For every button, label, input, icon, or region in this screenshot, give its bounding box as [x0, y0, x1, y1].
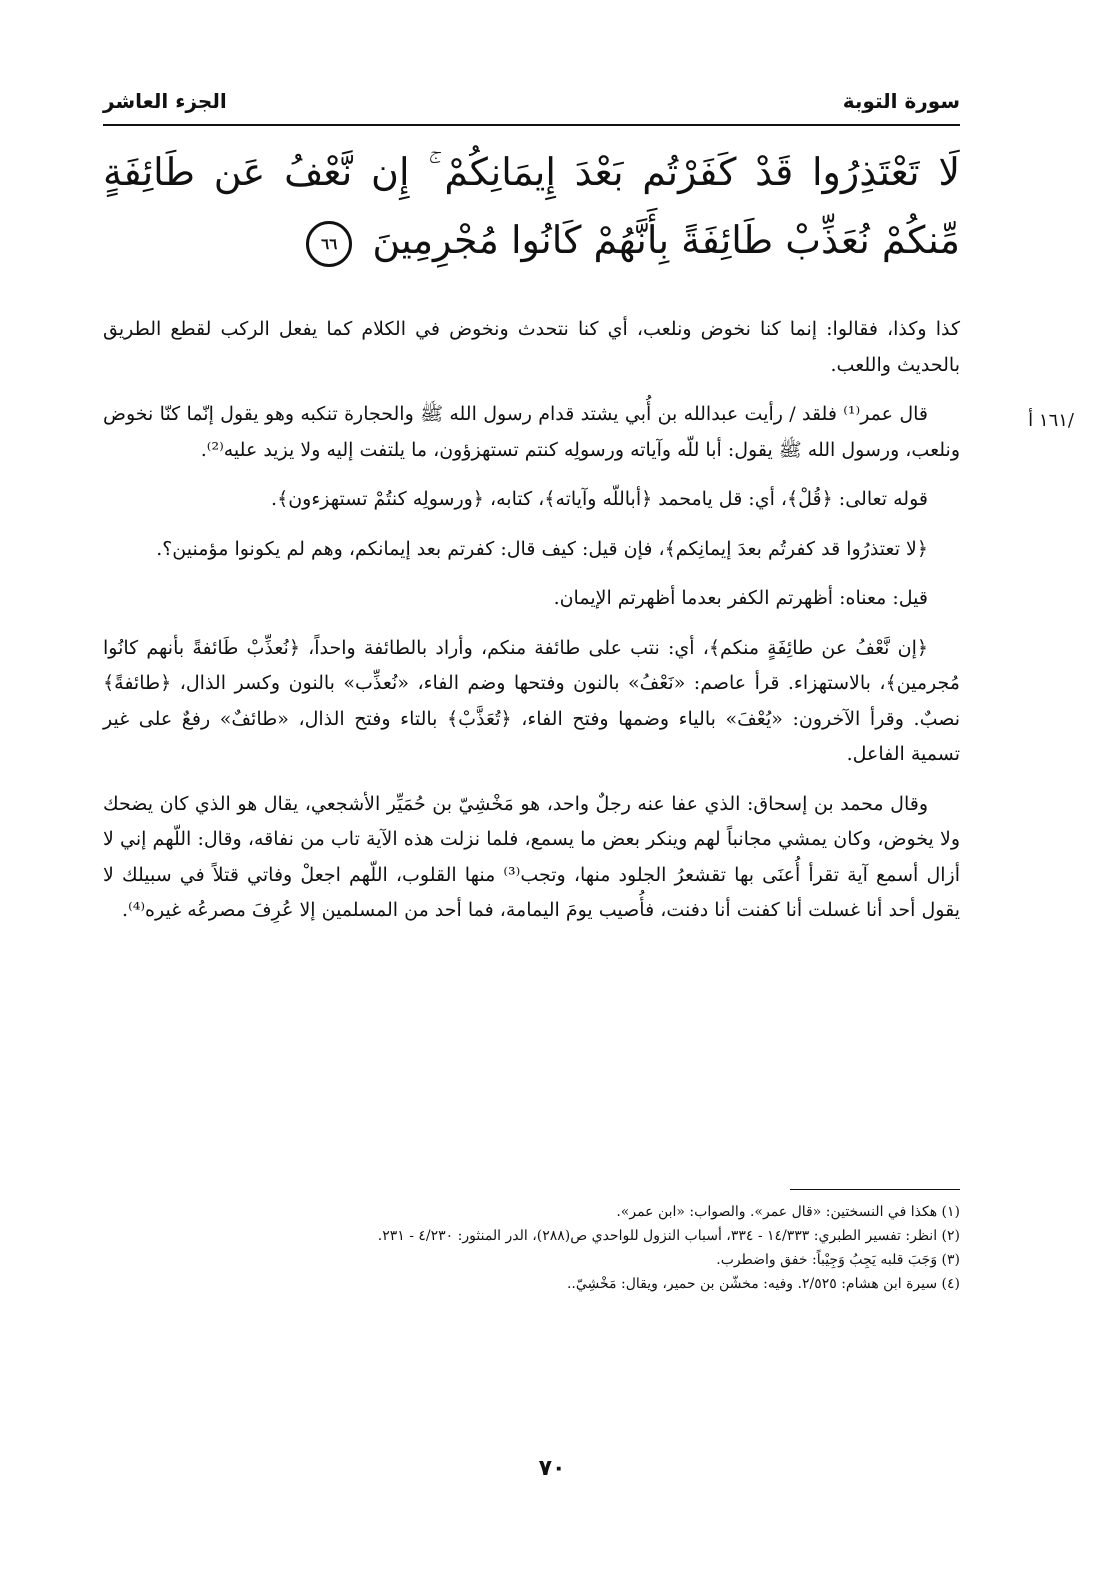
page-number: ٧٠ — [538, 1456, 566, 1481]
surah-title: سورة التوبة — [842, 89, 960, 113]
paragraph: ﴿لا تعتذرُوا قد كفرتُم بعدَ إيمانِكم﴾، فإن قيل: كيف قال: كفرتم بعد إيمانكم، وهم لم يكونوا مؤمنين؟. — [156, 537, 928, 560]
commentary-body — [103, 312, 960, 943]
ayah-number: ٦٦ — [321, 234, 338, 253]
verse-text: لَا تَعْتَذِرُوا قَدْ كَفَرْتُم بَعْدَ إِيمَانِكُمْ ۚ إِن نَّعْفُ عَن طَائِفَةٍ مِّنكُمْ نُعَذِّبْ طَائِفَةً بِأَنَّهُمْ كَانُوا مُجْرِمِينَ — [103, 150, 960, 262]
part-title: الجزء العاشر — [103, 89, 227, 113]
paragraph: ﴿إن نَّعْفُ عن طائِفَةٍ منكم﴾، أي: نتب على طائفة منكم، وأراد بالطائفة واحداً، ﴿نُعذِّبْ طَائفةً بأنهم كانُوا مُجرمين﴾، بالاستهزاء. قرأ عاصم: «نَعْفُ» بالنون وفتحها وضم الفاء، «نُعذِّب» بالنون وكسر الذال، ﴿طائفةً﴾ نصبٌ. وقرأ الآخرون: «يُعْفَ» بالياء وضمها وفتح الفاء، ﴿تُعَذَّبْ﴾ بالتاء وفتح الذال، «طائفٌ» رفعٌ على غير تسمية الفاعل. — [103, 636, 960, 765]
quran-verse — [103, 138, 960, 274]
footnote: (٢) انظر: تفسير الطبري: ١٤/٣٣٣ - ٣٣٤، أسباب النزول للواحدي ص(٢٨٨)، الدر المنثور: ٤/٢٣٠ - ٢٣١. — [377, 1228, 960, 1244]
paragraph: قيل: معناه: أظهرتم الكفر بعدما أظهرتم الإيمان. — [553, 587, 928, 609]
paragraph: قال عمر⁽¹⁾ فلقد / رأيت عبدالله بن أُبي يشتد قدام رسول الله ﷺ والحجارة تنكبه وهو يقول إنّما كنّا نخوض ونلعب، ورسول الله ﷺ يقول: أبا للّه وآياته ورسولِه كنتم تستهزؤون، ما يلتفت إليه ولا يزيد عليه⁽²⁾. — [103, 403, 960, 461]
footnote-rule — [790, 1189, 960, 1190]
paragraph: وقال محمد بن إسحاق: الذي عفا عنه رجلٌ واحد، هو مَخْشِيّ بن حُمَيِّر الأشجعي، يقال هو الذي كان يضحك ولا يخوض، وكان يمشي مجانباً لهم وينكر بعض ما يسمع، فلما نزلت هذه الآية تاب من نفاقه، وقال: اللّهم إني لا أزال أسمع آية تقرأ أُعنَى بها تقشعرُ الجلود منها، وتجب⁽³⁾ منها القلوب، اللّهم اجعلْ وفاتي قتلاً في سبيلك لا يقول أحد أنا غسلت أنا كفنت أنا دفنت، فأُصيب يومَ اليمامة، فما أحد من المسلمين إلا عُرِفَ مصرعُه غيره⁽⁴⁾. — [103, 792, 960, 921]
paragraph: كذا وكذا، فقالوا: إنما كنا نخوض ونلعب، أي كنا نتحدث ونخوض في الكلام كما يفعل الركب لقطع الطريق بالحديث واللعب. — [103, 318, 960, 376]
footnote: (١) هكذا في النسختين: «قال عمر». والصواب: «ابن عمر». — [616, 1204, 960, 1220]
ayah-number-marker — [306, 221, 352, 267]
header-rule — [103, 124, 960, 126]
paragraph: قوله تعالى: ﴿قُلْ﴾، أي: قل يامحمد ﴿أباللّه وآياته﴾، كتابه، ﴿ورسولِه كنتُمْ تستهزءون﴾. — [271, 488, 928, 510]
footnotes — [103, 1200, 960, 1296]
manuscript-folio-ref: /١٦١ أ — [1028, 410, 1074, 431]
running-header — [103, 86, 960, 116]
footnote: (٤) سيرة ابن هشام: ٢/٥٢٥. وفيه: مخشّن بن حمير، ويقال: مَخْشِيّ.. — [566, 1276, 960, 1292]
footnote: (٣) وَجَبَ قلبه يَجِبُ وَجِيْباً: خفق واضطرب. — [716, 1252, 960, 1268]
